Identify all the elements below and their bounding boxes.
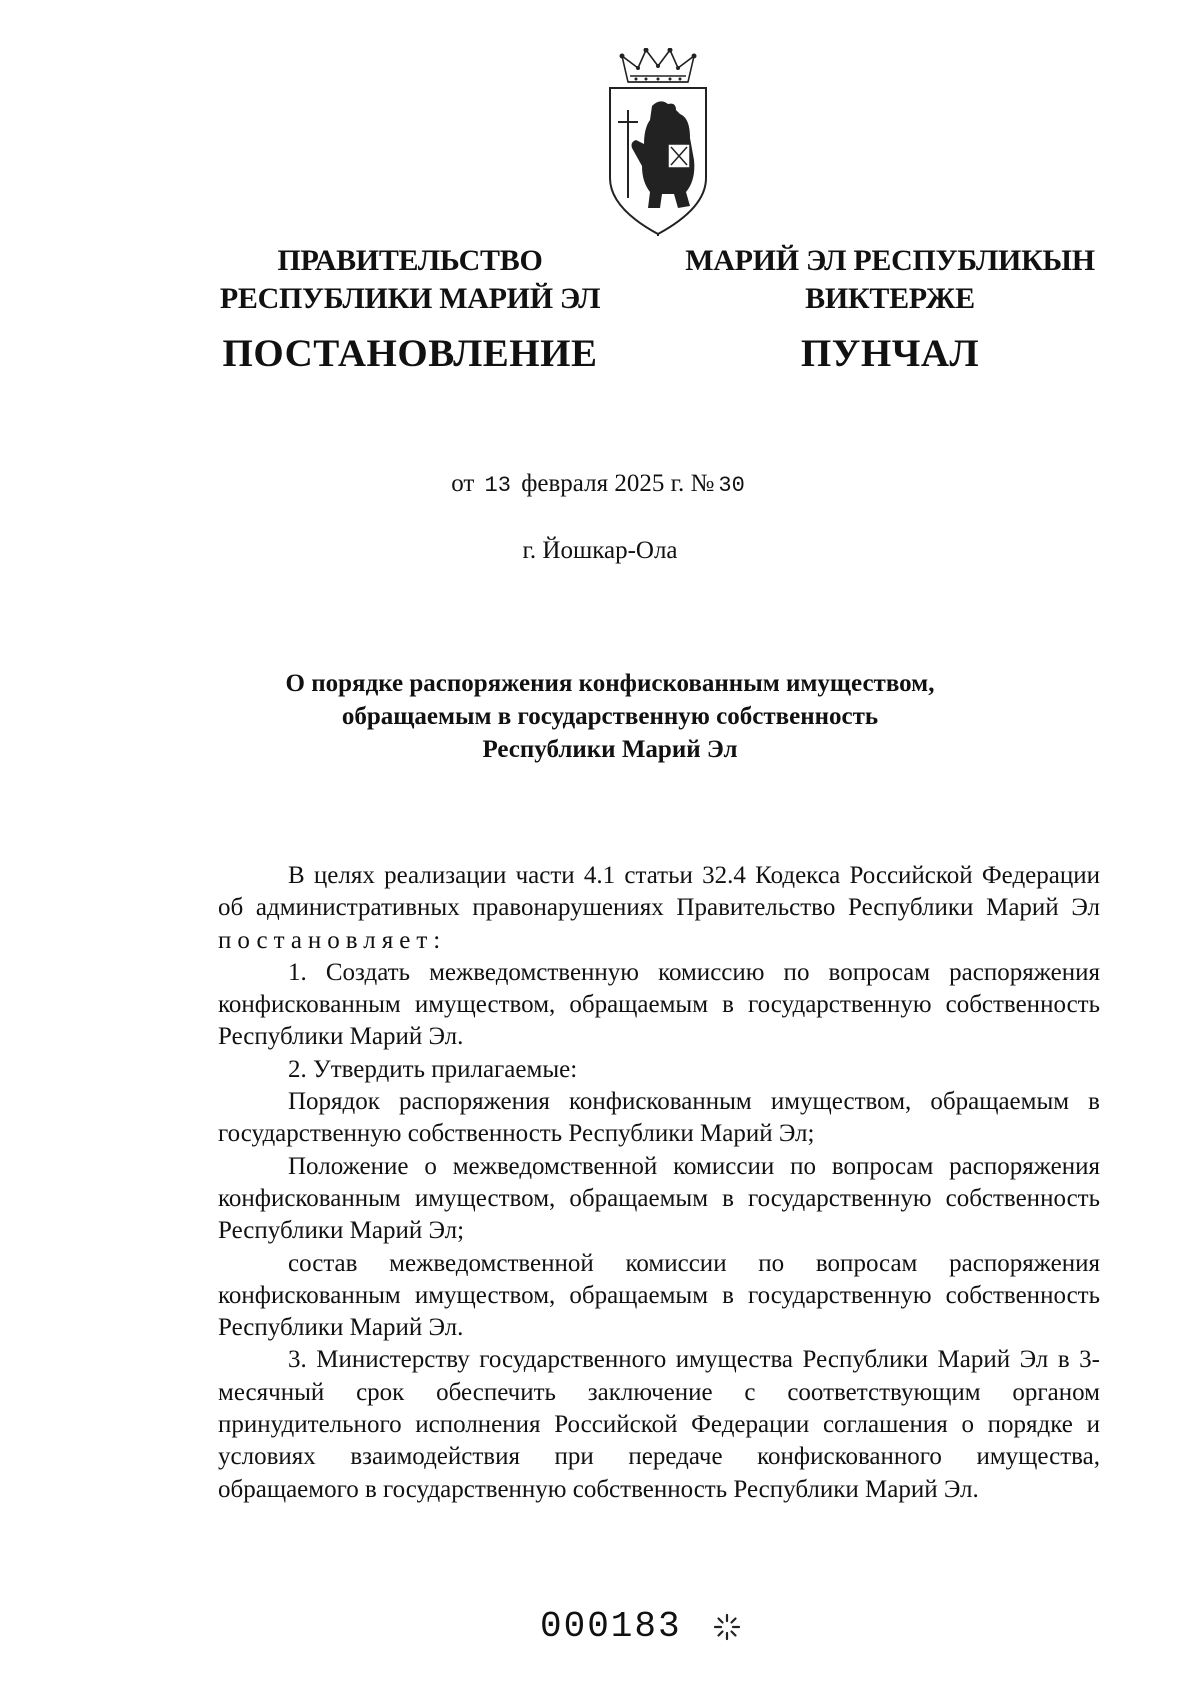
document-date-line: [0, 470, 1200, 498]
title-line2: обращаемым в государственную собственность: [341, 703, 879, 730]
title-line1: О порядке распоряжения конфискованным имуществом,: [285, 670, 935, 697]
intro-paragraph: [218, 860, 1100, 957]
paragraph-2a: Порядок распоряжения конфискованным имуществом, обращаемым в государственную собственность Республики Марий Эл;: [218, 1088, 1100, 1148]
paragraph-2b: Положение о межведомственной комиссии по вопросам распоряжения конфискованным имуществом, обращаемым в государственную собственность Республики Марий Эл;: [218, 1152, 1100, 1245]
org-name-line2-mari: ВИКТЕРЖЕ: [805, 282, 975, 315]
doc-type-mari: ПУНЧАЛ: [800, 332, 980, 375]
intro-text: В целях реализации части 4.1 статьи 32.4 Кодекса Российской Федерации об административных правонарушениях Правительство Республики Марий Эл: [218, 862, 1100, 922]
date-month-year: февраля 2025 г. №: [521, 470, 715, 497]
document-title: [230, 667, 990, 766]
asterisk-mark-icon: [712, 1612, 742, 1642]
document-number: 30: [718, 473, 745, 498]
header-right-block: [660, 242, 1120, 376]
document-city: г. Йошкар-Ола: [522, 537, 678, 564]
date-prefix: от: [451, 470, 475, 497]
paragraph-3: 3. Министерству государственного имущества Республики Марий Эл в 3-месячный срок обеспечить заключение с соответствующим органом принудительного исполнения Российской Федерации соглашения о порядке и условиях взаимодействия при передаче конфискованного имущества, обращаемого в государственную собственность Республики Марий Эл.: [218, 1346, 1100, 1503]
paragraph-2c: состав межведомственной комиссии по вопросам распоряжения конфискованным имуществом, обращаемым в государственную собственность Республики Марий Эл.: [218, 1249, 1100, 1342]
document-body: [218, 860, 1100, 1506]
org-name-line1-mari: МАРИЙ ЭЛ РЕСПУБЛИКЫН: [685, 244, 1095, 277]
org-name-line1-ru: ПРАВИТЕЛЬСТВО: [277, 244, 543, 277]
paragraph-2: 2. Утвердить прилагаемые:: [288, 1055, 578, 1083]
header-left-block: [180, 242, 640, 376]
org-name-line2-ru: РЕСПУБЛИКИ МАРИЙ ЭЛ: [219, 282, 601, 315]
doc-type-ru: ПОСТАНОВЛЕНИЕ: [222, 332, 598, 375]
paragraph-1: 1. Создать межведомственную комиссию по вопросам распоряжения конфискованным имуществом, обращаемым в государственную собственность Республики Марий Эл.: [218, 958, 1100, 1051]
intro-verb: постановляет:: [218, 926, 447, 954]
document-serial-number: 000183: [540, 1606, 682, 1647]
title-line3: Республики Марий Эл: [482, 736, 738, 763]
coat-of-arms-emblem: [598, 48, 718, 236]
date-day: 13: [484, 473, 511, 498]
